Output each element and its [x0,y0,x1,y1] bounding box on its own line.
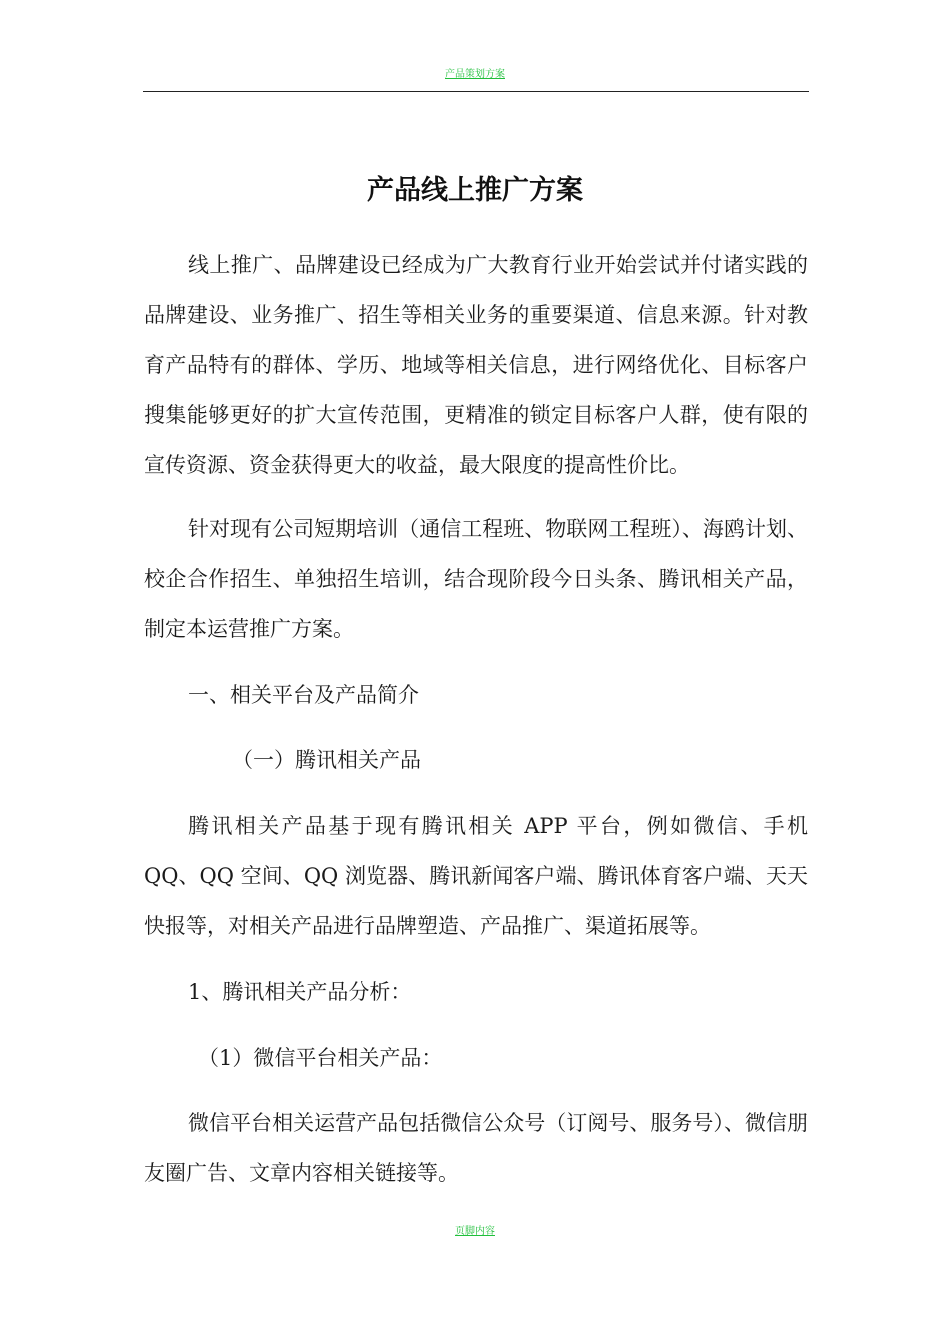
paragraph-scope: 针对现有公司短期培训（通信工程班、物联网工程班）、海鸥计划、校企合作招生、单独招生培训，结合现阶段今日头条、腾讯相关产品，制定本运营推广方案。 [144,517,808,641]
paragraph-intro: 线上推广、品牌建设已经成为广大教育行业开始尝试并付诸实践的品牌建设、业务推广、招生等相关业务的重要渠道、信息来源。针对教育产品特有的群体、学历、地域等相关信息，进行网络优化、目标客户搜集能够更好的扩大宣传范围，更精准的锁定目标客户人群，使有限的宣传资源、资金获得更大的收益，最大限度的提高性价比。 [144,253,808,477]
item-heading-tencent-analysis: 1、腾讯相关产品分析： [188,980,412,1004]
section-heading-1: 一、相关平台及产品简介 [188,683,419,707]
document-title: 产品线上推广方案 [367,175,583,206]
page-footer: 页脚内容 [455,1226,495,1237]
paragraph-wechat-products: 微信平台相关运营产品包括微信公众号（订阅号、服务号）、微信朋友圈广告、文章内容相关链接等。 [144,1111,808,1185]
header-divider [143,91,809,92]
page-header: 产品策划方案 [445,69,505,80]
subsection-heading-tencent: （一）腾讯相关产品 [232,748,421,772]
paragraph-tencent-products: 腾讯相关产品基于现有腾讯相关 APP 平台，例如微信、手机 QQ、QQ 空间、QQ 浏览器、腾讯新闻客户端、腾讯体育客户端、天天快报等，对相关产品进行品牌塑造、产品推广、渠道拓展等。 [144,814,808,938]
item-heading-wechat: （1）微信平台相关产品： [198,1046,443,1070]
